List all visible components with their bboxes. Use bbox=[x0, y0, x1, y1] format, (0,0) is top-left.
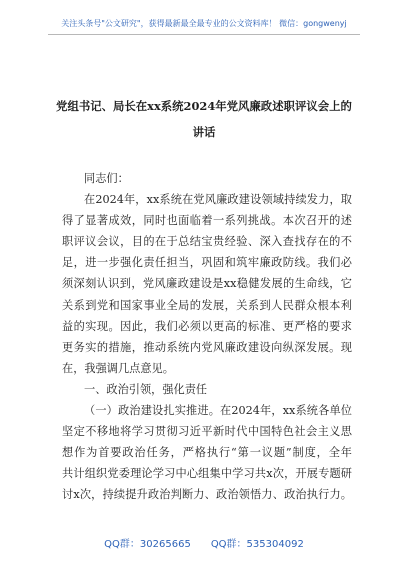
paragraph-line: 足，进一步强化责任担当，巩固和筑牢廉政防线。我们必 bbox=[62, 256, 352, 270]
paragraph-2 bbox=[62, 400, 352, 505]
document-title-line-2: 讲话 bbox=[192, 125, 216, 139]
page-header bbox=[48, 14, 360, 35]
footer-qq-group-1: QQ群：30265665 bbox=[104, 539, 191, 550]
paragraph-line: （一）政治建设扎实推进。在2024年，xx系统各单位 bbox=[84, 404, 352, 418]
paragraph-line: 讨x次，持续提升政治判断力、政治领悟力、政治执行力。 bbox=[62, 488, 352, 502]
paragraph-line: 想作为首要政治任务，严格执行“第一议题”制度，全年 bbox=[62, 446, 352, 460]
header-promo-text: 关注头条号"公文研究"，获得最新最全最专业的公文资料库！ 微信：gongwenyj bbox=[61, 19, 347, 28]
document-body bbox=[62, 168, 352, 506]
footer-qq-group-2: QQ群：535304092 bbox=[210, 539, 304, 550]
paragraph-line: 在2024年，xx系统在党风廉政建设领域持续发力，取 bbox=[84, 193, 352, 207]
document-title-line-1: 党组书记、局长在xx系统2024年党风廉政述职评议会上的 bbox=[56, 99, 352, 113]
section-heading-1: 一、政治引领，强化责任 bbox=[84, 382, 208, 396]
salutation: 同志们： bbox=[84, 172, 129, 185]
paragraph-line: 益的实现。因此，我们必须以更高的标准、更严格的要求 bbox=[62, 319, 352, 333]
paragraph-line: 更务实的措施，推动系统内党风廉政建设向纵深发展。现 bbox=[62, 340, 352, 354]
paragraph-line: 职评议会议，目的在于总结宝贵经验、深入查找存在的不 bbox=[62, 235, 352, 249]
paragraph-line: 在，我强调几点意见。 bbox=[62, 361, 174, 375]
page-footer bbox=[0, 535, 408, 550]
paragraph-line: 得了显著成效，同时也面临着一系列挑战。本次召开的述 bbox=[62, 214, 352, 228]
paragraph-line: 共计组织党委理论学习中心组集中学习共x次，开展专题研 bbox=[62, 467, 352, 481]
paragraph-line: 坚定不移地将学习贯彻习近平新时代中国特色社会主义思 bbox=[62, 425, 352, 439]
paragraph-1 bbox=[62, 189, 352, 379]
paragraph-line: 须深刻认识到，党风廉政建设是xx稳健发展的生命线，它 bbox=[62, 277, 352, 291]
paragraph-line: 关系到党和国家事业全局的发展，关系到人民群众根本利 bbox=[62, 298, 352, 312]
